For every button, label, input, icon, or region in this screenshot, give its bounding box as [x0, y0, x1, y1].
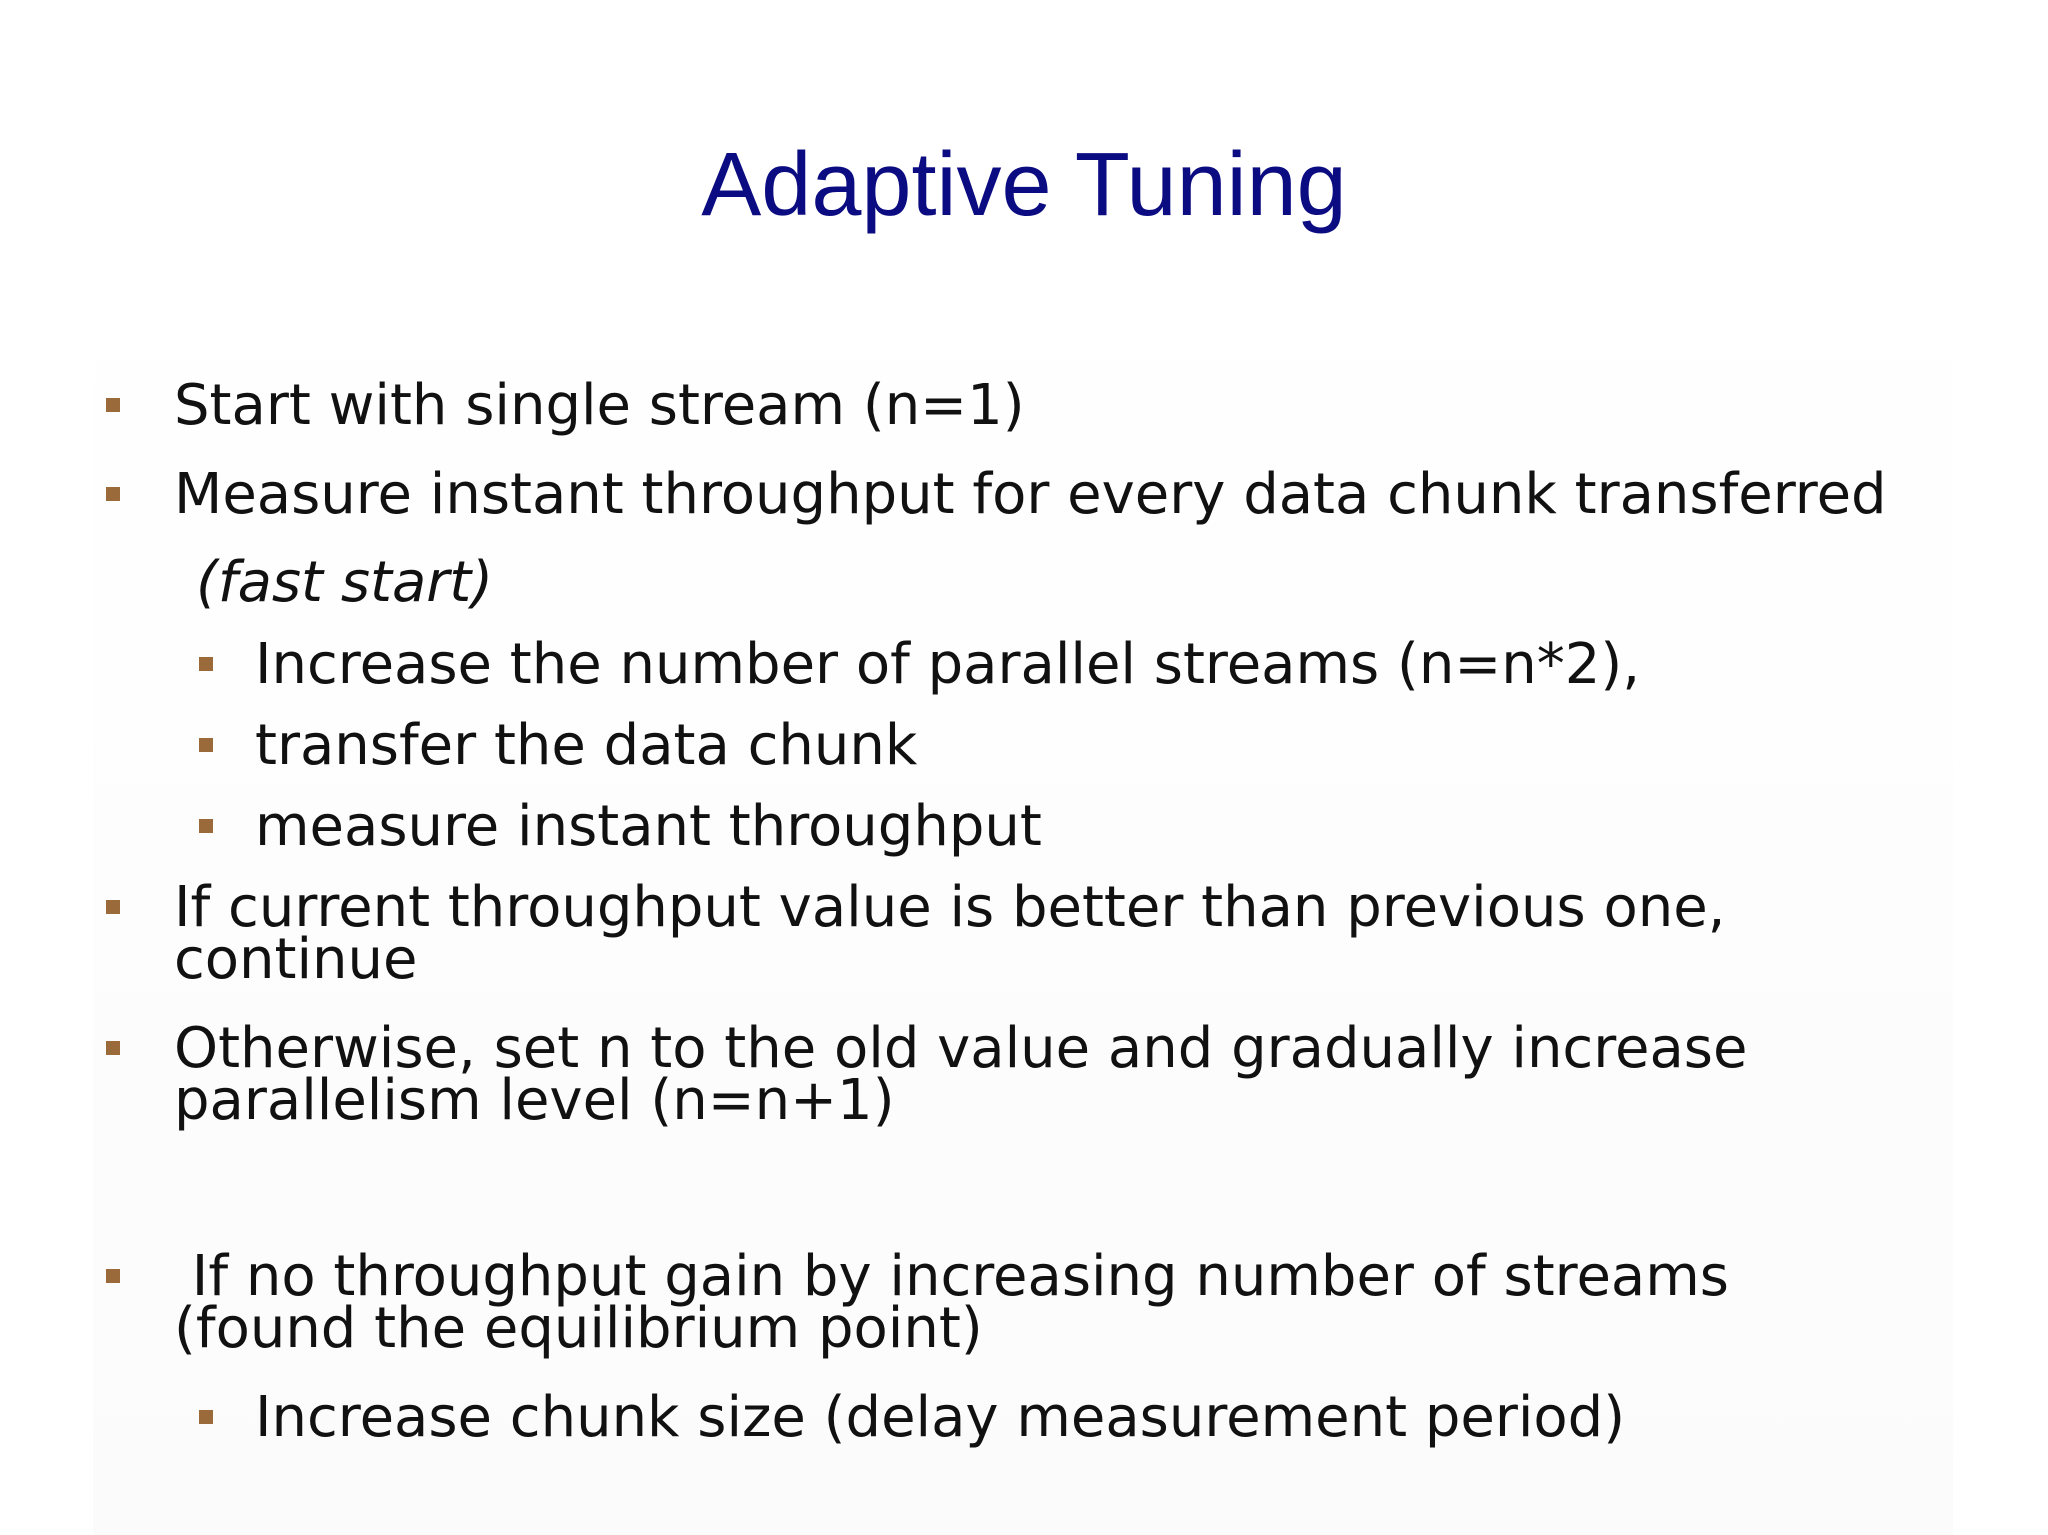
bullet-text-line1: If no throughput gain by increasing number of streams [174, 1244, 1729, 1309]
bullet-text-line1: Otherwise, set n to the old value and gradually increase [174, 1016, 1748, 1081]
bullet-marker [106, 487, 120, 501]
sub-bullet-text: Increase chunk size (delay measurement period) [255, 1385, 1626, 1450]
sub-bullet-marker [199, 657, 213, 671]
sub-bullet-marker [199, 819, 213, 833]
bullet-text-line2: continue [174, 927, 418, 992]
bullet-text: Measure instant throughput for every data chunk transferred [174, 462, 1887, 527]
sub-bullet-text: Increase the number of parallel streams (n=n*2), [255, 632, 1641, 697]
bullet-marker [106, 1269, 120, 1283]
bullet-text-line2: parallelism level (n=n+1) [174, 1068, 895, 1133]
sub-bullet-marker [199, 738, 213, 752]
bullet-text-line1: If current throughput value is better than previous one, [174, 875, 1726, 940]
sub-bullet-text: transfer the data chunk [255, 713, 918, 778]
sub-bullet-text: measure instant throughput [255, 794, 1042, 859]
sub-bullet-marker [199, 1410, 213, 1424]
note-text: (fast start) [196, 550, 494, 615]
slide-title: Adaptive Tuning [701, 135, 1347, 235]
bullet-text: Start with single stream (n=1) [174, 373, 1025, 438]
bullet-marker [106, 1041, 120, 1055]
bullet-marker [106, 398, 120, 412]
bullet-text-line2: (found the equilibrium point) [174, 1296, 983, 1361]
bullet-marker [106, 900, 120, 914]
